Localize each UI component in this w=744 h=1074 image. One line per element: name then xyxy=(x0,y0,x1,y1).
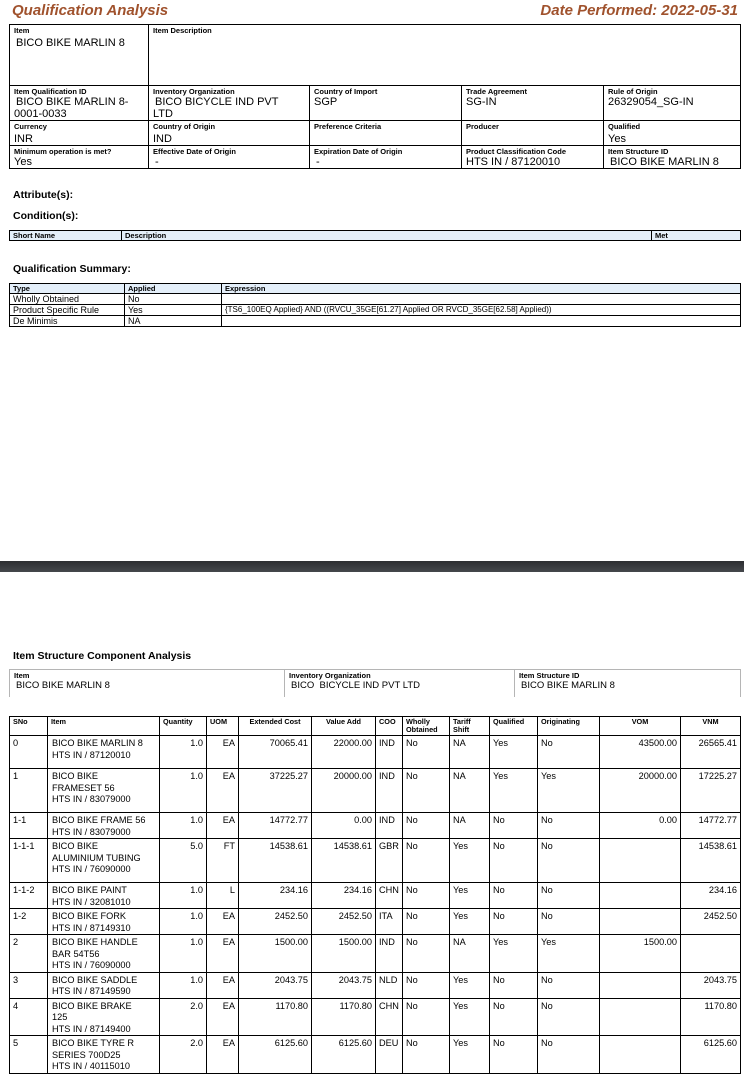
field-value: BICO BIKE MARLIN 8 xyxy=(610,156,719,168)
cell-uom: EA xyxy=(207,935,239,973)
col-value-add: Value Add xyxy=(312,717,376,736)
item-line: FRAMESET 56 xyxy=(52,782,115,793)
table-row xyxy=(10,935,741,973)
cell-originating: No xyxy=(538,839,600,883)
cell-value-add: 2043.75 xyxy=(312,972,376,998)
cell-vnm xyxy=(681,935,741,973)
cell-originating: No xyxy=(538,1036,600,1074)
cell-vnm: 6125.60 xyxy=(681,1036,741,1074)
cell-vom xyxy=(600,909,681,935)
cell-item xyxy=(48,1036,160,1074)
cell-wholly-obtained: No xyxy=(403,839,450,883)
cell-vnm: 14772.77 xyxy=(681,813,741,839)
cell-wholly-obtained: No xyxy=(403,736,450,769)
cell-coo: ITA xyxy=(376,909,403,935)
cell-qualified: No xyxy=(490,1036,538,1074)
cell-tariff-shift: Yes xyxy=(450,839,490,883)
col-qualified: Qualified xyxy=(490,717,538,736)
item-line: BICO BIKE PAINT xyxy=(52,885,127,895)
cell-vnm: 17225.27 xyxy=(681,769,741,813)
table-row xyxy=(10,909,741,935)
qualification-summary-heading: Qualification Summary: xyxy=(13,263,131,275)
item-line: HTS IN / 87120010 xyxy=(52,749,131,760)
col-type: Type xyxy=(10,284,125,294)
cell-item xyxy=(48,813,160,839)
cell-value-add: 2452.50 xyxy=(312,909,376,935)
col-uom: UOM xyxy=(207,717,239,736)
cell-extended-cost: 2452.50 xyxy=(239,909,312,935)
cell-sno: 1-1 xyxy=(10,813,48,839)
col-quantity: Quantity xyxy=(160,717,207,736)
cell-sno: 0 xyxy=(10,736,48,769)
field-label: Qualified xyxy=(608,122,641,131)
cell-wholly-obtained: No xyxy=(403,1036,450,1074)
cell-vnm: 234.16 xyxy=(681,883,741,909)
cell-coo: NLD xyxy=(376,972,403,998)
field-value: Yes xyxy=(14,156,32,168)
item-line: HTS IN / 87149310 xyxy=(52,922,131,933)
cell-value-add: 22000.00 xyxy=(312,736,376,769)
col-item: Item xyxy=(48,717,160,736)
item-line: HTS IN / 40115010 xyxy=(52,1061,130,1071)
cell-coo: CHN xyxy=(376,998,403,1036)
cell-tariff-shift: NA xyxy=(450,935,490,973)
table-row xyxy=(10,813,741,839)
cell-tariff-shift: Yes xyxy=(450,1036,490,1074)
cell-coo: IND xyxy=(376,935,403,973)
col-vnm: VNM xyxy=(681,717,741,736)
field-label: Effective Date of Origin xyxy=(153,147,236,156)
cell-wholly-obtained: No xyxy=(403,883,450,909)
cell-quantity: 1.0 xyxy=(160,736,207,769)
cell-originating: Yes xyxy=(538,935,600,973)
field-inventory-organization xyxy=(149,86,310,121)
cell-sno: 5 xyxy=(10,1036,48,1074)
field-label: Minimum operation is met? xyxy=(14,147,112,156)
item-line: BICO BIKE FORK xyxy=(52,911,127,921)
cell-uom: L xyxy=(207,883,239,909)
cell-qualified: Yes xyxy=(490,935,538,973)
field-label: Item Structure ID xyxy=(608,147,669,156)
field-value: BICO BIKE MARLIN 8- xyxy=(16,96,129,108)
cell-coo: GBR xyxy=(376,839,403,883)
page-separator xyxy=(0,561,744,572)
col-short-name: Short Name xyxy=(10,231,122,241)
cell-type: Product Specific Rule xyxy=(10,305,125,316)
field-value: BICO BICYCLE IND PVT xyxy=(155,96,279,108)
cell-tariff-shift: Yes xyxy=(450,972,490,998)
report-page-2 xyxy=(0,572,744,1071)
field-value: LTD xyxy=(153,108,173,120)
component-header-table xyxy=(9,669,741,697)
cell-value-add: 1500.00 xyxy=(312,935,376,973)
col-description: Description xyxy=(122,231,652,241)
col-sno: SNo xyxy=(10,717,48,736)
cell-vom xyxy=(600,972,681,998)
field-label: Country of Import xyxy=(314,87,378,96)
component-analysis-table xyxy=(9,716,741,1074)
cell-uom: FT xyxy=(207,839,239,883)
item-line: BICO BIKE FRAME 56 xyxy=(52,815,146,825)
cell-qualified: Yes xyxy=(490,769,538,813)
field-value: 26329054_SG-IN xyxy=(608,96,694,108)
qualification-header-table xyxy=(9,24,741,169)
table-row xyxy=(10,316,741,327)
cell-item xyxy=(48,769,160,813)
cell-vom: 1500.00 xyxy=(600,935,681,973)
cell-sno: 1-1-2 xyxy=(10,883,48,909)
col-expression: Expression xyxy=(222,284,741,294)
report-title-bar xyxy=(12,2,738,22)
item-line: HTS IN / 83079000 xyxy=(52,794,131,804)
cell-sno: 1-2 xyxy=(10,909,48,935)
cell-vom: 43500.00 xyxy=(600,736,681,769)
item-line: HTS IN / 32081010 xyxy=(52,896,131,907)
field-effective-date xyxy=(149,146,310,169)
field-label: Item Description xyxy=(153,26,212,35)
cell-expression: {TS6_100EQ Applied} AND ((RVCU_35GE[61.27] Applied OR RVCD_35GE[62.58] Applied)) xyxy=(222,305,741,316)
item-line: BICO BIKE HANDLE xyxy=(52,937,138,947)
cell-sno: 4 xyxy=(10,998,48,1036)
qualification-summary-table xyxy=(9,283,741,327)
cell-vom xyxy=(600,1036,681,1074)
cell-wholly-obtained: No xyxy=(403,935,450,973)
date-performed: Date Performed: 2022-05-31 xyxy=(540,2,738,19)
cell-tariff-shift: Yes xyxy=(450,883,490,909)
field-value: HTS IN / 87120010 xyxy=(466,156,561,168)
item-line: BICO BIKE xyxy=(52,771,98,781)
cell-applied: NA xyxy=(125,316,222,327)
cell-coo: IND xyxy=(376,736,403,769)
table-row xyxy=(10,769,741,813)
cell-extended-cost: 1500.00 xyxy=(239,935,312,973)
col-vom: VOM xyxy=(600,717,681,736)
cell-vnm: 1170.80 xyxy=(681,998,741,1036)
cell-expression xyxy=(222,294,741,305)
field-value: BICO BIKE MARLIN 8 xyxy=(16,37,125,49)
cell-vom: 20000.00 xyxy=(600,769,681,813)
component-analysis-title: Item Structure Component Analysis xyxy=(13,650,192,662)
cell-sno: 1 xyxy=(10,769,48,813)
item-line: SERIES 700D25 xyxy=(52,1049,121,1060)
cell-originating: No xyxy=(538,909,600,935)
component-field-item xyxy=(10,670,285,697)
cell-vnm: 14538.61 xyxy=(681,839,741,883)
cell-item xyxy=(48,736,160,769)
cell-uom: EA xyxy=(207,909,239,935)
cell-extended-cost: 1170.80 xyxy=(239,998,312,1036)
field-item xyxy=(10,25,149,86)
field-minimum-operation xyxy=(10,146,149,169)
cell-applied: No xyxy=(125,294,222,305)
cell-uom: EA xyxy=(207,736,239,769)
field-value: - xyxy=(316,156,320,168)
field-value: - xyxy=(155,156,159,168)
cell-uom: EA xyxy=(207,998,239,1036)
cell-qualified: No xyxy=(490,839,538,883)
cell-vom xyxy=(600,883,681,909)
table-row xyxy=(10,839,741,883)
field-label: Trade Agreement xyxy=(466,87,527,96)
cell-item xyxy=(48,839,160,883)
conditions-table xyxy=(9,230,741,241)
cell-vom xyxy=(600,998,681,1036)
field-label: Item xyxy=(14,671,30,680)
item-line: BICO BIKE MARLIN 8 xyxy=(52,738,143,748)
field-value: INR xyxy=(14,133,33,145)
table-row xyxy=(10,305,741,316)
item-line: HTS IN / 76090000 xyxy=(52,960,131,970)
item-line: HTS IN / 83079000 xyxy=(52,826,131,837)
field-qualified xyxy=(604,121,741,146)
item-line: BICO BIKE SADDLE xyxy=(52,974,138,985)
component-field-item-structure-id xyxy=(515,670,741,697)
cell-quantity: 2.0 xyxy=(160,1036,207,1074)
cell-originating: No xyxy=(538,813,600,839)
cell-vnm: 2043.75 xyxy=(681,972,741,998)
field-label: Item Qualification ID xyxy=(14,87,87,96)
cell-originating: No xyxy=(538,998,600,1036)
col-coo: COO xyxy=(376,717,403,736)
col-met: Met xyxy=(652,231,741,241)
item-line: HTS IN / 87149590 xyxy=(52,986,131,996)
cell-coo: DEU xyxy=(376,1036,403,1074)
table-row xyxy=(10,972,741,998)
field-value: BICO BICYCLE IND PVT LTD xyxy=(291,680,420,691)
cell-item xyxy=(48,935,160,973)
cell-coo: IND xyxy=(376,769,403,813)
cell-originating: No xyxy=(538,883,600,909)
attributes-heading: Attribute(s): xyxy=(13,189,74,201)
field-item-structure-id xyxy=(604,146,741,169)
field-value: SGP xyxy=(314,96,338,108)
cell-quantity: 2.0 xyxy=(160,998,207,1036)
cell-item xyxy=(48,998,160,1036)
field-label: Expiration Date of Origin xyxy=(314,147,403,156)
cell-uom: EA xyxy=(207,1036,239,1074)
cell-type: Wholly Obtained xyxy=(10,294,125,305)
cell-coo: IND xyxy=(376,813,403,839)
cell-wholly-obtained: No xyxy=(403,972,450,998)
item-line: 125 xyxy=(52,1012,68,1022)
field-producer xyxy=(462,121,604,146)
cell-originating: No xyxy=(538,972,600,998)
cell-qualified: No xyxy=(490,972,538,998)
cell-expression xyxy=(222,316,741,327)
cell-wholly-obtained: No xyxy=(403,998,450,1036)
table-row xyxy=(10,883,741,909)
field-label: Currency xyxy=(14,122,47,131)
cell-value-add: 234.16 xyxy=(312,883,376,909)
cell-quantity: 1.0 xyxy=(160,813,207,839)
cell-wholly-obtained: No xyxy=(403,909,450,935)
cell-qualified: No xyxy=(490,883,538,909)
field-label: Preference Criteria xyxy=(314,122,382,131)
cell-value-add: 1170.80 xyxy=(312,998,376,1036)
cell-wholly-obtained: No xyxy=(403,813,450,839)
item-line: HTS IN / 76090000 xyxy=(52,864,131,874)
cell-tariff-shift: Yes xyxy=(450,909,490,935)
table-header-row xyxy=(10,717,741,736)
field-label: Country of Origin xyxy=(153,122,216,131)
cell-sno: 1-1-1 xyxy=(10,839,48,883)
field-country-of-import xyxy=(310,86,462,121)
field-country-of-origin xyxy=(149,121,310,146)
conditions-heading: Condition(s): xyxy=(13,210,79,222)
cell-quantity: 1.0 xyxy=(160,769,207,813)
cell-qualified: No xyxy=(490,813,538,839)
field-currency xyxy=(10,121,149,146)
cell-uom: EA xyxy=(207,769,239,813)
cell-extended-cost: 234.16 xyxy=(239,883,312,909)
cell-quantity: 5.0 xyxy=(160,839,207,883)
cell-value-add: 20000.00 xyxy=(312,769,376,813)
field-item-qualification-id xyxy=(10,86,149,121)
cell-vnm: 26565.41 xyxy=(681,736,741,769)
component-field-inventory-organization xyxy=(285,670,515,697)
cell-originating: Yes xyxy=(538,769,600,813)
report-title: Qualification Analysis xyxy=(12,2,169,19)
cell-quantity: 1.0 xyxy=(160,972,207,998)
field-label: Product Classification Code xyxy=(466,147,567,156)
field-label: Inventory Organization xyxy=(289,671,371,680)
item-line: HTS IN / 87149400 xyxy=(52,1023,131,1034)
cell-sno: 3 xyxy=(10,972,48,998)
cell-tariff-shift: Yes xyxy=(450,998,490,1036)
cell-uom: EA xyxy=(207,972,239,998)
cell-vnm: 2452.50 xyxy=(681,909,741,935)
field-trade-agreement xyxy=(462,86,604,121)
cell-vom xyxy=(600,839,681,883)
field-label: Producer xyxy=(466,122,499,131)
field-label: Item Structure ID xyxy=(519,671,580,680)
cell-extended-cost: 14538.61 xyxy=(239,839,312,883)
field-product-classification xyxy=(462,146,604,169)
cell-vom: 0.00 xyxy=(600,813,681,839)
cell-qualified: No xyxy=(490,909,538,935)
item-line: BICO BIKE BRAKE xyxy=(52,1000,132,1011)
field-value: IND xyxy=(153,133,172,145)
cell-coo: CHN xyxy=(376,883,403,909)
col-wholly-obtained: Wholly Obtained xyxy=(403,717,450,736)
cell-tariff-shift: NA xyxy=(450,813,490,839)
col-tariff-shift: Tariff Shift xyxy=(450,717,490,736)
item-line: BAR 54T56 xyxy=(52,948,100,959)
item-line: BICO BIKE TYRE R xyxy=(52,1038,135,1048)
cell-applied: Yes xyxy=(125,305,222,316)
cell-value-add: 6125.60 xyxy=(312,1036,376,1074)
cell-item xyxy=(48,883,160,909)
item-line: BICO BIKE xyxy=(52,841,98,851)
cell-originating: No xyxy=(538,736,600,769)
cell-value-add: 14538.61 xyxy=(312,839,376,883)
table-row xyxy=(10,998,741,1036)
field-label: Item xyxy=(14,26,30,35)
field-rule-of-origin xyxy=(604,86,741,121)
field-value: BICO BIKE MARLIN 8 xyxy=(16,680,110,691)
field-label: Rule of Origin xyxy=(608,87,658,96)
table-row xyxy=(10,1036,741,1074)
cell-value-add: 0.00 xyxy=(312,813,376,839)
field-value: SG-IN xyxy=(466,96,497,108)
cell-extended-cost: 2043.75 xyxy=(239,972,312,998)
cell-quantity: 1.0 xyxy=(160,909,207,935)
cell-qualified: No xyxy=(490,998,538,1036)
cell-item xyxy=(48,909,160,935)
field-label: Inventory Organization xyxy=(153,87,235,96)
table-row xyxy=(10,294,741,305)
cell-tariff-shift: NA xyxy=(450,736,490,769)
col-applied: Applied xyxy=(125,284,222,294)
cell-extended-cost: 37225.27 xyxy=(239,769,312,813)
cell-uom: EA xyxy=(207,813,239,839)
col-originating: Originating xyxy=(538,717,600,736)
cell-qualified: Yes xyxy=(490,736,538,769)
field-expiration-date xyxy=(310,146,462,169)
field-item-description xyxy=(149,25,741,86)
cell-item xyxy=(48,972,160,998)
field-value: Yes xyxy=(608,133,626,145)
cell-extended-cost: 70065.41 xyxy=(239,736,312,769)
cell-wholly-obtained: No xyxy=(403,769,450,813)
cell-sno: 2 xyxy=(10,935,48,973)
cell-quantity: 1.0 xyxy=(160,883,207,909)
field-value: 0001-0033 xyxy=(14,108,67,120)
field-preference-criteria xyxy=(310,121,462,146)
cell-quantity: 1.0 xyxy=(160,935,207,973)
cell-extended-cost: 14772.77 xyxy=(239,813,312,839)
table-row xyxy=(10,736,741,769)
field-value: BICO BIKE MARLIN 8 xyxy=(521,680,615,691)
cell-type: De Minimis xyxy=(10,316,125,327)
cell-extended-cost: 6125.60 xyxy=(239,1036,312,1074)
col-extended-cost: Extended Cost xyxy=(239,717,312,736)
item-line: ALUMINIUM TUBING xyxy=(52,852,141,863)
cell-tariff-shift: NA xyxy=(450,769,490,813)
